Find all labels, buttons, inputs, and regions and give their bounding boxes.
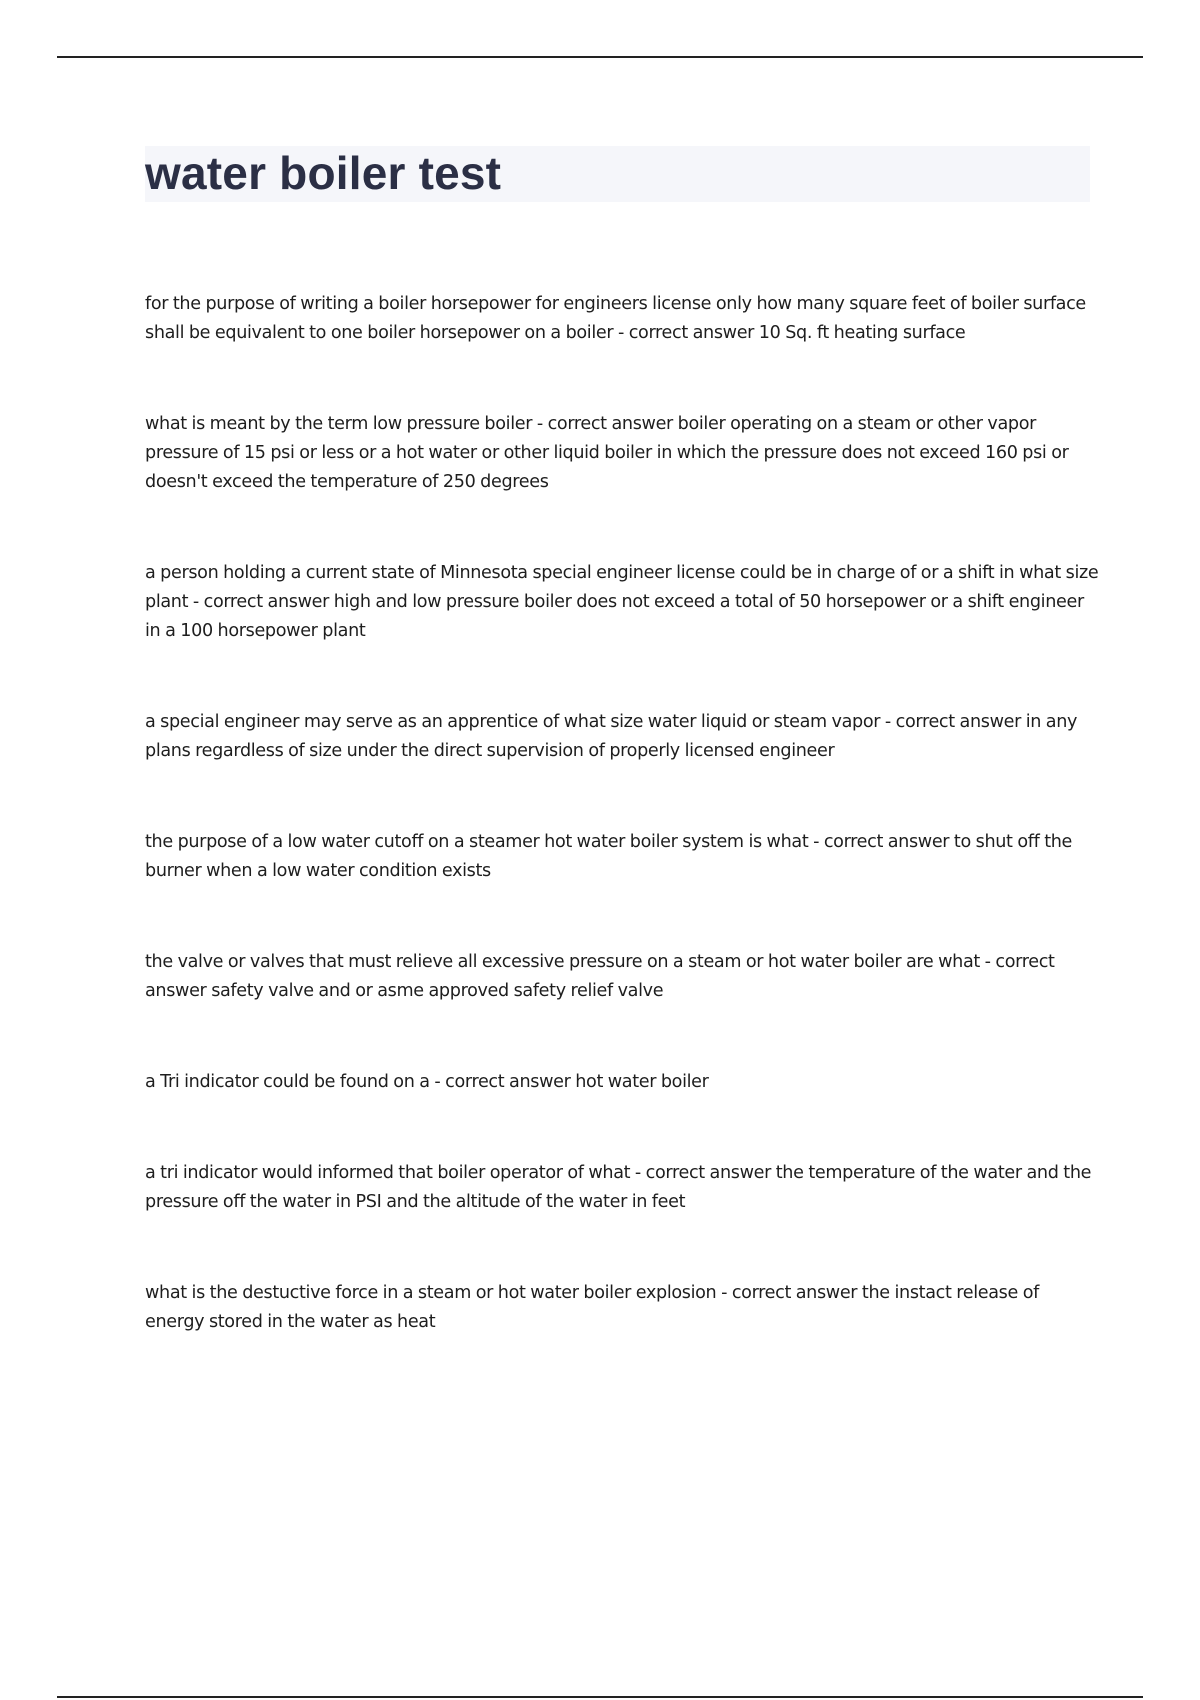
question-item: a Tri indicator could be found on a - correct answer hot water boiler (145, 1072, 709, 1092)
top-rule (57, 56, 1143, 58)
question-item: a tri indicator would informed that boiler operator of what - correct answer the temperature of the water and the pressure off the water in PSI and the altitude of the water in feet (145, 1163, 1092, 1212)
question-list (145, 290, 1100, 1399)
page-title: water boiler test (145, 147, 502, 199)
question-item: the purpose of a low water cutoff on a steamer hot water boiler system is what - correct answer to shut off the burner when a low water condition exists (145, 832, 1073, 881)
question-item: what is meant by the term low pressure boiler - correct answer boiler operating on a steam or other vapor pressure of 15 psi or less or a hot water or other liquid boiler in which the pressure does not exceed 160 psi or doesn't exceed the temperature of 250 degrees (145, 414, 1069, 492)
question-item: a special engineer may serve as an apprentice of what size water liquid or steam vapor - correct answer in any plans regardless of size under the direct supervision of properly licensed engineer (145, 712, 1078, 761)
question-item: the valve or valves that must relieve all excessive pressure on a steam or hot water boiler are what - correct answer safety valve and or asme approved safety relief valve (145, 952, 1055, 1001)
question-item: what is the destuctive force in a steam or hot water boiler explosion - correct answer the instact release of energy stored in the water as heat (145, 1283, 1039, 1332)
question-item: a person holding a current state of Minnesota special engineer license could be in charge of or a shift in what size plant - correct answer high and low pressure boiler does not exceed a total of 50 horsepower or a shift engineer in a 100 horsepower plant (145, 563, 1099, 641)
bottom-rule (57, 1696, 1143, 1698)
question-item: for the purpose of writing a boiler horsepower for engineers license only how many square feet of boiler surface shall be equivalent to one boiler horsepower on a boiler - correct answer 10 Sq. ft heating surface (145, 294, 1086, 343)
